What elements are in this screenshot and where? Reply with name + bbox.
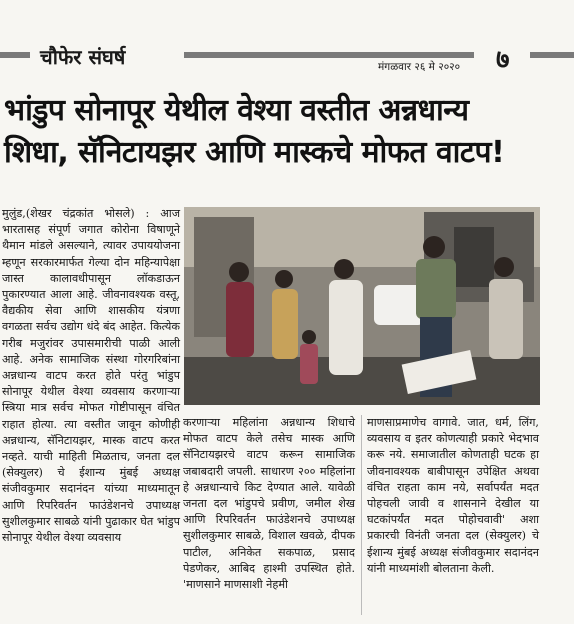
- article-column-1: मुलुंड,(शेखर चंद्रकांत भोसले) : आज भारतासह संपूर्ण जगात कोरोना विषाणूने थैमान मांडले असल्याने, त्यावर उपाययोजना म्हणून सरकारमार्फत गेल्या दोन महिन्यापेक्षा जास्त कालावधीपासून लॉकडाऊन पुकारण्यात आला आहे. जीवनावश्यक वस्तू, वैद्यकीय सेवा आणि शासकीय यंत्रणा वगळता सर्वच उद्योग धंदे बंद आहेत. कित्येक गरीब मजुरांवर उपासमारीची पाळी आली आहे. अनेक सामाजिक संस्था गोरगरिबांना अन्नधान्य वाटप करत होते परंतु भांडुप सोनापूर येथील वेश्या व्यवसाय करणाऱ्या स्त्रिया मात्र सर्वच मोफत गोष्टीपासून वंचित राहात होत्या. त्या वस्तीत जावून कोणीही अन्नधान्य, सॅनिटायझर, मास्क वाटप करत नव्हते. याची माहिती मिळताच, जनता दल (सेक्युलर) चे ईशान्य मुंबई अध्यक्ष संजीवकुमार सदानंदन यांच्या माध्यमातून आणि रिपरिवर्तन फाउंडेशनचे उपाध्यक्ष सुशीलकुमार साबळे यांनी पुढाकार घेत भांडुप सोनापूर येथील वेश्या व्यवसाय: [2, 207, 180, 545]
- section-title: चौफेर संघर्ष: [40, 45, 126, 69]
- headline-line-2: शिधा, सॅनिटायझर आणि मास्कचे मोफत वाटप!: [4, 135, 505, 170]
- article-column-2: करणाऱ्या महिलांना अन्नधान्य शिधाचे मोफत वाटप केले तसेच मास्क आणि सॅनिटायझरचे वाटप करून सामाजिक जबाबदारी जपली. साधारण २०० महिलांना हे अन्नधान्याचे किट देण्यात आले. यावेळी जनता दल भांडुपचे प्रवीण, जमील शेख आणि रिपरिवर्तन फाउंडेशनचे उपाध्यक्ष सुशीलकुमार साबळे, विशाल खवळे, दीपक पाटील, अनिकेत सकपाळ, प्रसाद पेडणेकर, आबिद हाश्मी उपस्थित होते. 'माणसाने माणसाशी नेहमी: [183, 416, 355, 592]
- column-divider: [361, 415, 362, 615]
- page-number: ७: [496, 45, 510, 75]
- article-column-3: माणसाप्रमाणेच वागावे. जात, धर्म, लिंग, व्यवसाय व इतर कोणत्याही प्रकारे भेदभाव करू नये. समाजातील कोणताही घटक हा जीवनावश्यक बाबीपासून उपेक्षित अथवा वंचित राहता काम नये, सर्वापर्यंत मदत पोहचली जावी व शासनाने देखील या घटकांपर्यंत मदत पोहोचवावी' अशा प्रकारची विनंती जनता दल (सेक्युलर) चे ईशान्य मुंबई अध्यक्ष संजीवकुमार सदानंदन यांनी माध्यमांशी बोलताना केली.: [367, 416, 539, 575]
- header-rule-end: [530, 52, 574, 58]
- header-rule-right: [184, 52, 474, 58]
- headline: [4, 90, 570, 174]
- header-rule-left: [0, 52, 30, 58]
- news-photo: [184, 207, 540, 405]
- headline-line-1: भांडुप सोनापूर येथील वेश्या वस्तीत अन्नधान्य: [4, 93, 469, 128]
- issue-date: मंगळवार २६ मे २०२०: [378, 61, 461, 73]
